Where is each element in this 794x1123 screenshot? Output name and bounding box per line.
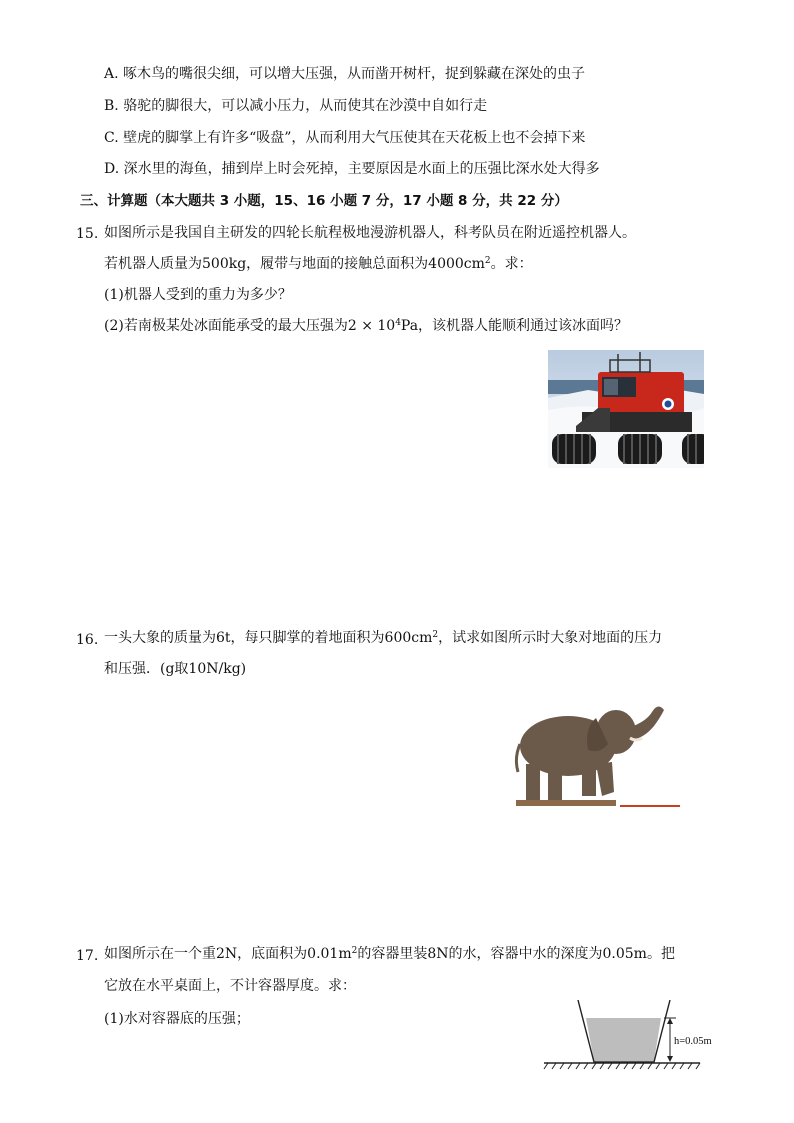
q16-line1-text: 一头大象的质量为6t，每只脚掌的着地面积为600cm bbox=[104, 630, 433, 646]
section-heading: 三、计算题（本大题共 3 小题，15、16 小题 7 分，17 小题 8 分，共 22 分） bbox=[80, 193, 568, 209]
q15-sub2-superscript: 4 bbox=[395, 318, 401, 328]
q17-line1-superscript: 2 bbox=[351, 946, 358, 956]
q15-line2-text: 若机器人质量为500kg，履带与地面的接触总面积为4000cm bbox=[104, 256, 485, 272]
water-container-diagram bbox=[540, 996, 730, 1076]
q17-line1-text: 如图所示在一个重2N，底面积为0.01m bbox=[104, 946, 352, 962]
depth-label: h=0.05m bbox=[674, 1036, 712, 1047]
water-container-figure bbox=[540, 996, 730, 1076]
question-number-16: 16. bbox=[76, 632, 99, 648]
q15-sub1: (1)机器人受到的重力为多少？ bbox=[104, 287, 292, 303]
polar-robot-image bbox=[548, 350, 704, 468]
q16-line1 bbox=[104, 628, 662, 648]
q16-line2: 和压强．(g取10N/kg) bbox=[104, 661, 247, 677]
q15-sub2 bbox=[104, 316, 628, 336]
question-number-15: 15. bbox=[76, 226, 99, 242]
choice-b: B. 骆驼的脚很大，可以减小压力，从而使其在沙漠中自如行走 bbox=[104, 98, 488, 114]
q17-line1-end: 的容器里装8N的水，容器中水的深度为0.05m。把 bbox=[357, 946, 675, 962]
choice-d: D. 深水里的海鱼，捕到岸上时会死掉，主要原因是水面上的压强比深水处大得多 bbox=[104, 161, 600, 177]
q16-line1-end: ，试求如图所示时大象对地面的压力 bbox=[438, 630, 663, 646]
q17-line1 bbox=[104, 944, 675, 964]
polar-robot-illustration bbox=[548, 350, 704, 468]
q17-sub1: (1)水对容器底的压强； bbox=[104, 1011, 250, 1027]
q15-line2-superscript: 2 bbox=[484, 256, 491, 266]
question-number-17: 17. bbox=[76, 948, 99, 964]
q15-line2-end: 。求： bbox=[490, 256, 533, 272]
elephant-illustration bbox=[496, 688, 680, 810]
q16-line1-superscript: 2 bbox=[432, 630, 439, 640]
elephant-image bbox=[496, 688, 680, 810]
q15-line2 bbox=[104, 254, 533, 274]
q15-line1: 如图所示是我国自主研发的四轮长航程极地漫游机器人，科考队员在附近遥控机器人。 bbox=[104, 225, 636, 241]
q17-line2: 它放在水平桌面上，不计容器厚度。求： bbox=[104, 978, 356, 994]
choice-c: C. 壁虎的脚掌上有许多“吸盘”，从而利用大气压使其在天花板上也不会掉下来 bbox=[104, 130, 586, 146]
choice-a: A. 啄木鸟的嘴很尖细，可以增大压强，从而凿开树杆，捉到躲藏在深处的虫子 bbox=[104, 66, 586, 82]
q15-sub2-text: (2)若南极某处冰面能承受的最大压强为2 × 10 bbox=[104, 318, 396, 334]
q15-sub2-end: Pa，该机器人能顺利通过该冰面吗？ bbox=[400, 318, 629, 334]
